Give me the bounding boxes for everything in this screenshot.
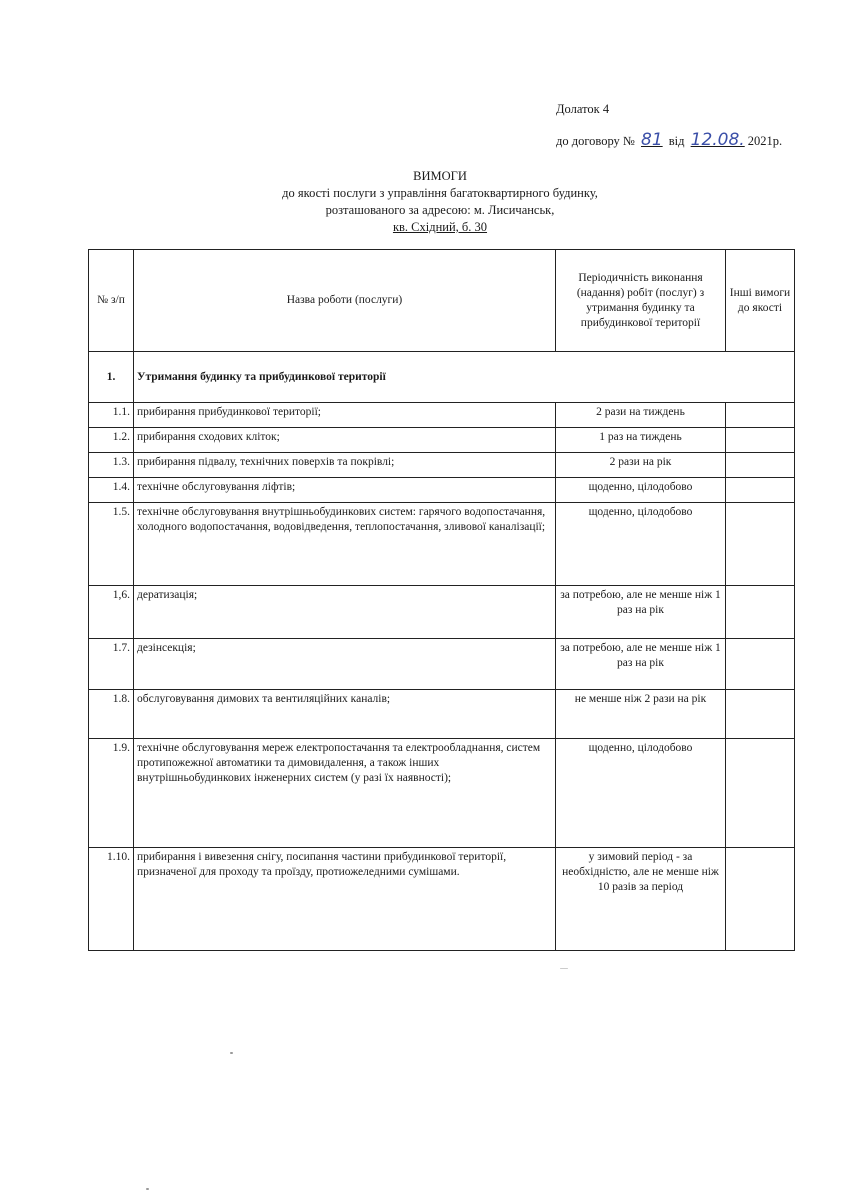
contract-date-handwritten: 12.08. [690,130,745,150]
row-work-name: дератизація; [134,586,556,639]
section-row [89,352,795,403]
table-row [89,428,795,453]
row-work-name: технічне обслуговування мереж електропостачання та електрообладнання, систем протипожежної автоматики та димовидалення, а також інших внутрішньобудинкових інженерних систем (у разі їх наявності); [134,739,556,848]
contract-number-handwritten: 81 [641,130,663,150]
contract-prefix: до договору № [556,134,635,148]
contract-year: 2021р. [747,134,783,148]
row-frequency: щоденно, цілодобово [556,739,726,848]
scan-speck [230,1052,233,1054]
requirements-table [88,249,795,951]
row-frequency: 2 рази на рік [556,453,726,478]
row-work-name: дезінсекція; [134,639,556,690]
row-number: 1.10. [89,848,134,951]
row-other [726,503,795,586]
heading-address-line2: кв. Східний, б. 30 [392,220,488,234]
row-number: 1.3. [89,453,134,478]
table-header-row [89,250,795,352]
header-name: Назва роботи (послуги) [134,250,556,352]
row-other [726,739,795,848]
header-other-requirements: Інші вимоги до якості [726,250,795,352]
row-frequency: за потребою, але не менше ніж 1 раз на рік [556,586,726,639]
row-number: 1.4. [89,478,134,503]
row-other [726,403,795,428]
row-frequency: не менше ніж 2 рази на рік [556,690,726,739]
table-row [89,403,795,428]
table-row [89,503,795,586]
row-other [726,428,795,453]
row-number: 1,6. [89,586,134,639]
scan-speck [560,968,568,969]
row-number: 1.1. [89,403,134,428]
document-heading [150,168,730,236]
annex-label: Долаток 4 [556,102,610,116]
scan-speck [146,1188,149,1190]
row-frequency: щоденно, цілодобово [556,478,726,503]
row-number: 1.9. [89,739,134,848]
row-frequency: щоденно, цілодобово [556,503,726,586]
table-row [89,453,795,478]
row-number: 1.8. [89,690,134,739]
row-frequency: 2 рази на тиждень [556,403,726,428]
row-number: 1.7. [89,639,134,690]
row-other [726,639,795,690]
row-work-name: прибирання підвалу, технічних поверхів та покрівлі; [134,453,556,478]
row-frequency: за потребою, але не менше ніж 1 раз на рік [556,639,726,690]
row-frequency: у зимовий період - за необхідністю, але не менше ніж 10 разів за період [556,848,726,951]
heading-address-line1: розташованого за адресою: м. Лисичанськ, [325,203,555,217]
row-work-name: технічне обслуговування ліфтів; [134,478,556,503]
row-work-name: прибирання прибудинкової території; [134,403,556,428]
table-row [89,690,795,739]
row-other [726,690,795,739]
row-work-name: обслуговування димових та вентиляційних каналів; [134,690,556,739]
table-row [89,478,795,503]
row-work-name: технічне обслуговування внутрішньобудинкових систем: гарячого водопостачання, холодного водопостачання, водовідведення, теплопостачання, зливової каналізації; [134,503,556,586]
row-number: 1.5. [89,503,134,586]
header-frequency: Періодичність виконання (надання) робіт (послуг) з утримання будинку та прибудинкової території [556,250,726,352]
row-other [726,478,795,503]
row-other [726,453,795,478]
section-title: Утримання будинку та прибудинкової території [134,352,795,403]
table-row [89,848,795,951]
contract-from: від [668,134,685,148]
header-num: № з/п [89,250,134,352]
row-other [726,586,795,639]
row-number: 1.2. [89,428,134,453]
row-work-name: прибирання сходових кліток; [134,428,556,453]
row-other [726,848,795,951]
row-frequency: 1 раз на тиждень [556,428,726,453]
section-number: 1. [89,352,134,403]
row-work-name: прибирання і вивезення снігу, посипання частини прибудинкової території, призначеної для проходу та проїзду, протиожеледними сумішами. [134,848,556,951]
heading-subtitle: до якості послуги з управління багатоквартирного будинку, [282,186,598,200]
contract-reference [556,130,782,150]
table-row [89,739,795,848]
heading-title: ВИМОГИ [413,169,467,183]
table-row [89,639,795,690]
table-row [89,586,795,639]
